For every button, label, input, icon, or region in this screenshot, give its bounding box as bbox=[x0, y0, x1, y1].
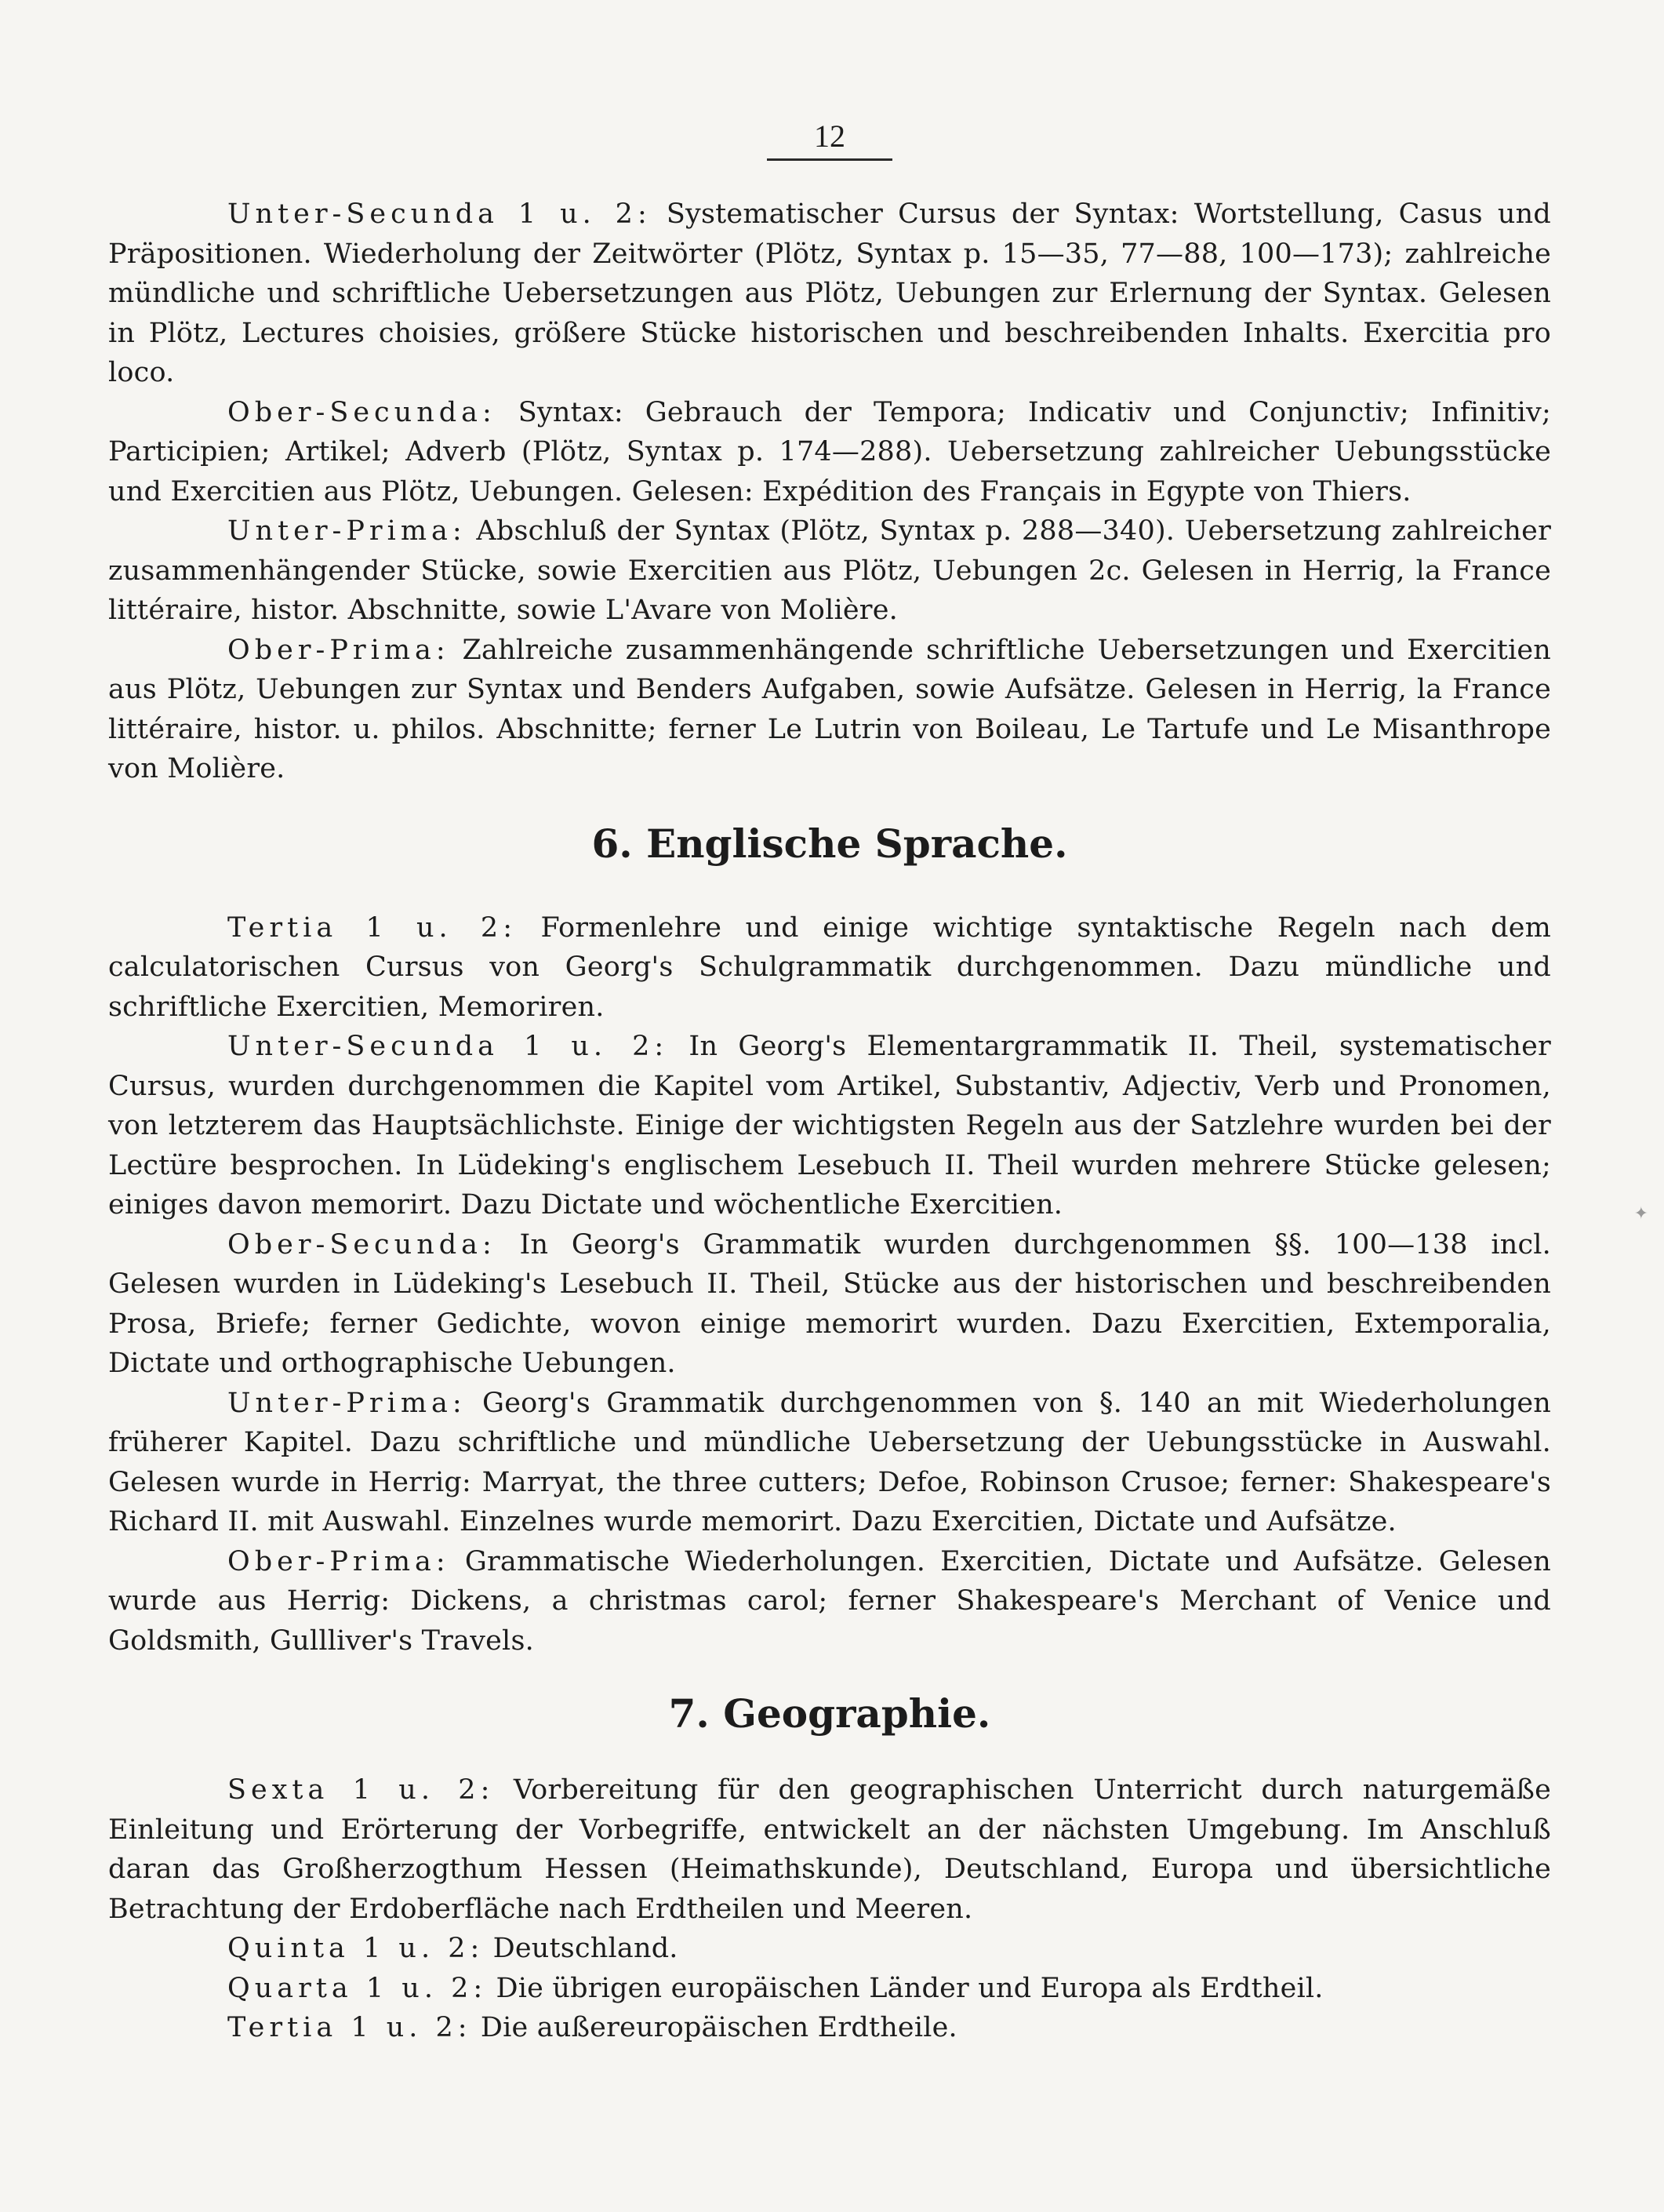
class-label: Unter-Secunda 1 u. 2: bbox=[227, 1031, 669, 1062]
class-label: Tertia 1 u. 2: bbox=[227, 2012, 472, 2043]
paragraph-text: In Georg's Elementargrammatik II. Theil, systematischer Cursus, wurden durchgenommen die Kapitel vom Artikel, Substantiv, Adjectiv, Verb und Pronomen, von letzterem das Hauptsächlichste. Einige der wichtigsten Regeln aus der Satzlehre wurden bei der Lectüre besprochen. In Lüdeking's englischem Lesebuch II. Theil wurden mehrere Stücke gelesen; einiges davon memorirt. Dazu Dictate und wöchentliche Exercitien. bbox=[108, 1031, 1551, 1221]
class-label: Quinta 1 u. 2: bbox=[227, 1933, 485, 1964]
paragraph-english-unter-secunda bbox=[108, 1027, 1551, 1225]
paragraph-geography-tertia bbox=[108, 2008, 1551, 2048]
section-heading-english: 6. Englische Sprache. bbox=[591, 820, 1068, 867]
class-label: Unter-Prima: bbox=[227, 1387, 467, 1419]
paragraph-french-ober-prima bbox=[108, 631, 1551, 789]
class-label: Quarta 1 u. 2: bbox=[227, 1972, 488, 2004]
paragraph-text: Formenlehre und einige wichtige syntaktische Regeln nach dem calculatorischen Cursus von Georg's Schulgrammatik durchgenommen. Dazu mündliche und schriftliche Exercitien, Memoriren. bbox=[108, 911, 1551, 1023]
margin-mark-icon: ✦ bbox=[1633, 1204, 1648, 1224]
paragraph-text: Grammatische Wiederholungen. Exercitien, Dictate und Aufsätze. Gelesen wurde aus Herrig: Dickens, a christmas carol; ferner Shakespeare's Merchant of Venice und Goldsmith, Gullliver's Travels. bbox=[108, 1545, 1551, 1657]
paragraph-french-unter-secunda bbox=[108, 195, 1551, 393]
paragraph-french-unter-prima bbox=[108, 511, 1551, 631]
paragraph-text: Abschluß der Syntax (Plötz, Syntax p. 288—340). Uebersetzung zahlreicher zusammenhängender Stücke, sowie Exercitien aus Plötz, Uebungen 2c. Gelesen in Herrig, la France littéraire, histor. Abschnitte, sowie L'Avare von Molière. bbox=[108, 515, 1552, 626]
paragraph-english-ober-prima bbox=[108, 1542, 1551, 1661]
paragraph-geography-sexta bbox=[108, 1770, 1551, 1929]
french-section-continued bbox=[108, 195, 1551, 789]
class-label: Ober-Prima: bbox=[227, 1545, 450, 1577]
paragraph-english-tertia bbox=[108, 908, 1551, 1028]
paragraph-text: Georg's Grammatik durchgenommen von §. 140 an mit Wiederholungen früherer Kapitel. Dazu schriftliche und mündliche Uebersetzung der Uebungsstücke in Auswahl. Gelesen wurde in Herrig: Marryat, the three cutters; Defoe, Robinson Crusoe; ferner: Shakespeare's Richard II. mit Auswahl. Einzelnes wurde memorirt. Dazu Exercitien, Dictate und Aufsätze. bbox=[108, 1387, 1551, 1537]
paragraph-text: Syntax: Gebrauch der Tempora; Indicativ und Conjunctiv; Infinitiv; Participien; Artikel; Adverb (Plötz, Syntax p. 174—288). Uebersetzung zahlreicher Uebungsstücke und Exercitien aus Plötz, Uebungen. Gelesen: Expédition des Français in Egypte von Thiers. bbox=[108, 396, 1551, 508]
paragraph-english-unter-prima bbox=[108, 1384, 1551, 1542]
paragraph-text: Systematischer Cursus der Syntax: Wortstellung, Casus und Präpositionen. Wiederholung der Zeitwörter (Plötz, Syntax p. 15—35, 77—88, 100—173); zahlreiche mündliche und schriftliche Uebersetzungen aus Plötz, Uebungen zur Erlernung der Syntax. Gelesen in Plötz, Lectures choisies, größere Stücke historischen und beschreibenden Inhalts. Exercitia pro loco. bbox=[108, 198, 1551, 388]
document-page bbox=[108, 0, 1551, 2212]
paragraph-text: Die übrigen europäischen Länder und Europa als Erdtheil. bbox=[496, 1972, 1324, 2004]
page-body bbox=[108, 195, 1551, 2048]
english-section bbox=[108, 820, 1551, 1661]
page-header bbox=[108, 119, 1551, 161]
class-label: Tertia 1 u. 2: bbox=[227, 911, 517, 944]
paragraph-geography-quarta bbox=[108, 1969, 1551, 2009]
paragraph-text: Deutschland. bbox=[492, 1933, 678, 1964]
geography-section bbox=[108, 1690, 1551, 2048]
class-label: Unter-Secunda 1 u. 2: bbox=[227, 198, 652, 230]
class-label: Ober-Secunda: bbox=[227, 1228, 496, 1261]
paragraph-french-ober-secunda bbox=[108, 393, 1551, 512]
paragraph-text: Vorbereitung für den geographischen Unterricht durch naturgemäße Einleitung und Erörterung der Vorbegriffe, entwickelt an der nächsten Umgebung. Im Anschluß daran das Großherzogthum Hessen (Heimathskunde), Deutschland, Europa und übersichtliche Betrachtung der Erdoberfläche nach Erdtheilen und Meeren. bbox=[108, 1774, 1552, 1925]
paragraph-english-ober-secunda bbox=[108, 1225, 1551, 1384]
page-number: 12 bbox=[767, 119, 892, 161]
class-label: Sexta 1 u. 2: bbox=[227, 1774, 495, 1806]
class-label: Ober-Prima: bbox=[227, 634, 450, 666]
paragraph-text: Zahlreiche zusammenhängende schriftliche Uebersetzungen und Exercitien aus Plötz, Uebungen zur Syntax und Benders Aufgaben, sowie Aufsätze. Gelesen in Herrig, la France littéraire, histor. u. philos. Abschnitte; ferner Le Lutrin von Boileau, Le Tartufe und Le Misanthrope von Molière. bbox=[108, 634, 1552, 784]
class-label: Ober-Secunda: bbox=[227, 396, 496, 428]
paragraph-text: In Georg's Grammatik wurden durchgenommen §§. 100—138 incl. Gelesen wurden in Lüdeking's Lesebuch II. Theil, Stücke aus der historischen und beschreibenden Prosa, Briefe; ferner Gedichte, wovon einige memorirt wurden. Dazu Exercitien, Extemporalia, Dictate und orthographische Uebungen. bbox=[108, 1228, 1551, 1379]
class-label: Unter-Prima: bbox=[227, 515, 467, 547]
paragraph-geography-quinta bbox=[108, 1929, 1551, 1969]
paragraph-text: Die außereuropäischen Erdtheile. bbox=[480, 2012, 957, 2043]
section-heading-geography: 7. Geographie. bbox=[668, 1690, 991, 1737]
